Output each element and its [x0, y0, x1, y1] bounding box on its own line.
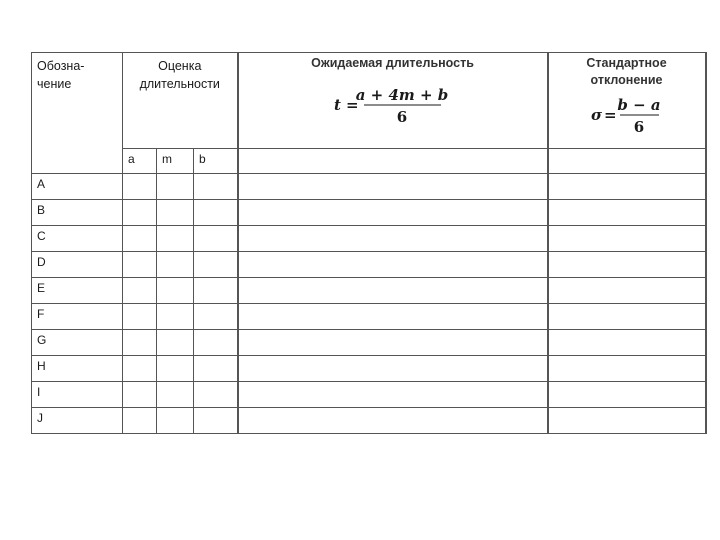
table-row [32, 226, 706, 252]
std-deviation-formula [589, 97, 679, 137]
row-label: A [32, 174, 123, 200]
table-row [32, 174, 706, 200]
cell-expected [238, 252, 548, 278]
cell-m [157, 382, 194, 408]
formula-expected-denominator: 6 [396, 108, 407, 126]
row-label: E [32, 278, 123, 304]
cell-b [194, 278, 238, 304]
header-std-deviation-label: Стандартное отклонение [586, 56, 667, 87]
cell-expected [238, 356, 548, 382]
row-label: F [32, 304, 123, 330]
table-row [32, 408, 706, 434]
cell-empty [548, 149, 706, 174]
cell-b [194, 174, 238, 200]
table-row [32, 304, 706, 330]
cell-m [157, 408, 194, 434]
row-label: J [32, 408, 123, 434]
formula-std-denominator: 6 [633, 118, 644, 136]
cell-m [157, 278, 194, 304]
cell-a [123, 252, 157, 278]
row-label: G [32, 330, 123, 356]
cell-empty [238, 149, 548, 174]
cell-m [157, 174, 194, 200]
cell-stddev [548, 174, 706, 200]
cell-stddev [548, 382, 706, 408]
cell-stddev [548, 408, 706, 434]
table-row [32, 382, 706, 408]
formula-expected-eq: = [345, 96, 359, 114]
cell-stddev [548, 304, 706, 330]
cell-stddev [548, 226, 706, 252]
formula-expected-lhs: t [333, 96, 341, 114]
row-label: C [32, 226, 123, 252]
cell-a [123, 356, 157, 382]
cell-a [123, 226, 157, 252]
row-label: I [32, 382, 123, 408]
expected-duration-formula [328, 84, 458, 128]
table-row [32, 356, 706, 382]
cell-a [123, 174, 157, 200]
cell-b [194, 408, 238, 434]
cell-b [194, 252, 238, 278]
header-expected-duration [238, 53, 548, 149]
table-row [32, 278, 706, 304]
pert-estimate-table [31, 52, 707, 434]
row-label: D [32, 252, 123, 278]
cell-a [123, 382, 157, 408]
cell-b [194, 304, 238, 330]
cell-a [123, 330, 157, 356]
row-label: H [32, 356, 123, 382]
cell-a [123, 304, 157, 330]
cell-expected [238, 330, 548, 356]
cell-stddev [548, 278, 706, 304]
cell-stddev [548, 252, 706, 278]
table-row [32, 200, 706, 226]
table-row [32, 330, 706, 356]
subheader-a: a [123, 149, 157, 174]
cell-expected [238, 200, 548, 226]
cell-stddev [548, 356, 706, 382]
cell-a [123, 200, 157, 226]
cell-a [123, 408, 157, 434]
header-duration-estimate: Оценка длительности [123, 53, 238, 149]
header-designation: Обозна- чение [32, 53, 123, 174]
cell-m [157, 304, 194, 330]
cell-stddev [548, 200, 706, 226]
formula-std-lhs: σ [590, 106, 602, 124]
cell-b [194, 382, 238, 408]
formula-expected-numerator: a + 4m + b [355, 86, 448, 104]
cell-expected [238, 278, 548, 304]
cell-expected [238, 174, 548, 200]
table-row [32, 252, 706, 278]
cell-expected [238, 382, 548, 408]
cell-m [157, 226, 194, 252]
cell-a [123, 278, 157, 304]
header-expected-duration-label: Ожидаемая длительность [311, 56, 474, 70]
cell-expected [238, 304, 548, 330]
formula-std-numerator: b − a [616, 97, 661, 114]
subheader-m: m [157, 149, 194, 174]
cell-b [194, 356, 238, 382]
cell-b [194, 200, 238, 226]
cell-m [157, 356, 194, 382]
subheader-b: b [194, 149, 238, 174]
formula-std-eq: = [603, 106, 617, 124]
cell-expected [238, 408, 548, 434]
row-label: B [32, 200, 123, 226]
header-std-deviation [548, 53, 706, 149]
cell-m [157, 252, 194, 278]
cell-b [194, 330, 238, 356]
cell-expected [238, 226, 548, 252]
cell-m [157, 330, 194, 356]
cell-stddev [548, 330, 706, 356]
cell-b [194, 226, 238, 252]
cell-m [157, 200, 194, 226]
